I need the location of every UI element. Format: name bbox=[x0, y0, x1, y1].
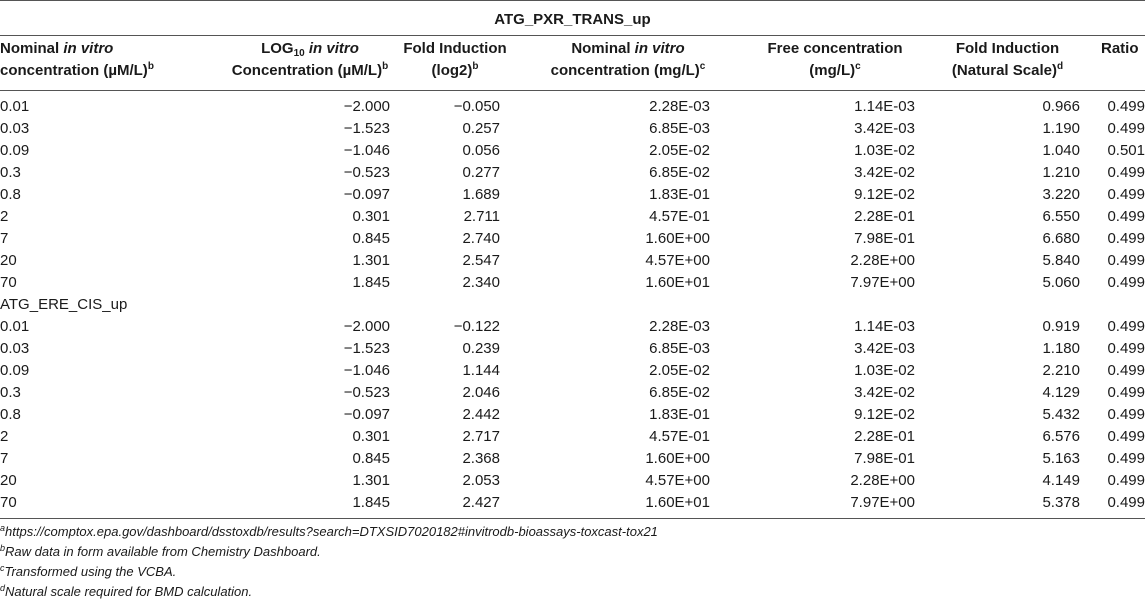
table-cell: 0.499 bbox=[1107, 450, 1145, 467]
header-line: Concentration $(\mu M/L)^b$ bbox=[231, 61, 389, 79]
header-italic: in vitro bbox=[304, 40, 359, 57]
table-cell: −1.046 bbox=[343, 142, 390, 159]
table-cell: 7.98E-01 bbox=[854, 230, 915, 247]
footnote: $^c$Transformed using the VCBA. bbox=[0, 563, 177, 579]
header-footnote-mark: d bbox=[1056, 61, 1064, 72]
table-cell: 0.09 bbox=[0, 142, 30, 159]
header-line: Fold Induction bbox=[955, 40, 1060, 57]
table-cell: 2.442 bbox=[462, 406, 500, 423]
table-row bbox=[0, 382, 1145, 404]
table-cell: 0.919 bbox=[1042, 318, 1080, 335]
table-cell: 0.301 bbox=[352, 428, 390, 445]
table-cell: 2.427 bbox=[462, 494, 500, 511]
table-cell: 1.210 bbox=[1042, 164, 1080, 181]
table-cell: 2 bbox=[0, 428, 9, 445]
table-row bbox=[0, 162, 1145, 184]
header-rule bbox=[0, 90, 1145, 91]
header-footnote-mark: c bbox=[699, 61, 706, 72]
footnote: $^d$Natural scale required for BMD calculation. bbox=[0, 583, 253, 599]
table-cell: 2.05E-02 bbox=[649, 362, 710, 379]
table-row bbox=[0, 228, 1145, 250]
table-cell: 0.03 bbox=[0, 340, 30, 357]
table-cell: 1.301 bbox=[352, 472, 390, 489]
table-cell: 2.28E+00 bbox=[850, 472, 915, 489]
table-cell: 0.257 bbox=[462, 120, 500, 137]
header-footnote-mark: b bbox=[147, 61, 154, 72]
table-cell: 0.01 bbox=[0, 318, 30, 335]
table-cell: 0.499 bbox=[1107, 186, 1145, 203]
section-label: ATG_ERE_CIS_up bbox=[0, 296, 128, 313]
table-cell: −0.523 bbox=[343, 164, 390, 181]
table-cell: 0.501 bbox=[1107, 142, 1145, 159]
table-cell: 4.57E-01 bbox=[649, 428, 710, 445]
column-header bbox=[215, 38, 405, 88]
table-cell: 1.03E-02 bbox=[854, 142, 915, 159]
table-cell: 1.14E-03 bbox=[854, 318, 915, 335]
table-cell: 2.28E-01 bbox=[854, 428, 915, 445]
top-rule bbox=[0, 0, 1145, 1]
footnote: $^a$https://comptox.epa.gov/dashboard/dsstoxdb/results?search=DTXSID7020182#invitrodb-bioassays-toxcast-tox21 bbox=[0, 523, 658, 539]
table-cell: 1.83E-01 bbox=[649, 186, 710, 203]
bottom-rule bbox=[0, 518, 1145, 519]
table-cell: 6.85E-03 bbox=[649, 120, 710, 137]
table-cell: −1.523 bbox=[343, 340, 390, 357]
table-cell: 2.28E+00 bbox=[850, 252, 915, 269]
footnote-mark: b bbox=[0, 543, 6, 553]
table-cell: 7.98E-01 bbox=[854, 450, 915, 467]
table-cell: 2.740 bbox=[462, 230, 500, 247]
table-cell: 0.499 bbox=[1107, 274, 1145, 291]
table-cell: 2 bbox=[0, 208, 9, 225]
table-cell: 4.129 bbox=[1042, 384, 1080, 401]
table-cell: 0.01 bbox=[0, 98, 30, 115]
table-cell: 70 bbox=[0, 494, 17, 511]
table-cell: −1.523 bbox=[343, 120, 390, 137]
table-cell: 1.60E+01 bbox=[645, 494, 710, 511]
table-cell: 7 bbox=[0, 450, 9, 467]
table-cell: 0.8 bbox=[0, 406, 21, 423]
table-cell: 0.499 bbox=[1107, 406, 1145, 423]
table-cell: 0.499 bbox=[1107, 384, 1145, 401]
table-row bbox=[0, 492, 1145, 514]
table-cell: 3.42E-03 bbox=[854, 120, 915, 137]
table-cell: 3.220 bbox=[1042, 186, 1080, 203]
header-footnote-mark: b bbox=[472, 61, 479, 72]
header-line: Nominal in vitro bbox=[0, 40, 114, 57]
table-cell: 2.28E-03 bbox=[649, 318, 710, 335]
title-rule bbox=[0, 35, 1145, 36]
table-cell: 0.8 bbox=[0, 186, 21, 203]
header-footnote-mark: c bbox=[855, 61, 861, 72]
table-cell: 70 bbox=[0, 274, 17, 291]
table-cell: 2.046 bbox=[462, 384, 500, 401]
table-cell: 1.14E-03 bbox=[854, 98, 915, 115]
table-cell: 0.09 bbox=[0, 362, 30, 379]
table-row bbox=[0, 140, 1145, 162]
column-header bbox=[930, 38, 1085, 88]
header-italic: in vitro bbox=[634, 40, 685, 57]
table-cell: 4.149 bbox=[1042, 472, 1080, 489]
table-cell: 2.547 bbox=[462, 252, 500, 269]
footnote-mark: a bbox=[0, 523, 6, 533]
table-cell: 0.03 bbox=[0, 120, 30, 137]
table-row bbox=[0, 404, 1145, 426]
table-cell: 0.3 bbox=[0, 164, 21, 181]
table-cell: 0.499 bbox=[1107, 340, 1145, 357]
table-row bbox=[0, 470, 1145, 492]
table-cell: 0.499 bbox=[1107, 494, 1145, 511]
table-cell: 5.432 bbox=[1042, 406, 1080, 423]
table-cell: −0.523 bbox=[343, 384, 390, 401]
table-cell: 7.97E+00 bbox=[850, 274, 915, 291]
table-cell: 9.12E-02 bbox=[854, 186, 915, 203]
table-cell: 4.57E-01 bbox=[649, 208, 710, 225]
header-line: Free concentration bbox=[767, 40, 903, 57]
table-row bbox=[0, 184, 1145, 206]
table-cell: 6.85E-02 bbox=[649, 164, 710, 181]
table-cell: 1.301 bbox=[352, 252, 390, 269]
table-cell: 0.966 bbox=[1042, 98, 1080, 115]
table-cell: 20 bbox=[0, 252, 17, 269]
table-cell: 0.056 bbox=[462, 142, 500, 159]
table-row bbox=[0, 426, 1145, 448]
table-cell: 4.57E+00 bbox=[645, 472, 710, 489]
table-cell: −1.046 bbox=[343, 362, 390, 379]
table-row bbox=[0, 360, 1145, 382]
table-title: ATG_PXR_TRANS_up bbox=[494, 11, 651, 28]
header-line: $LOG_{10}$ in vitro bbox=[261, 40, 359, 59]
header-footnote-mark: b bbox=[382, 61, 389, 72]
table-cell: 1.03E-02 bbox=[854, 362, 915, 379]
footnote-mark: d bbox=[0, 583, 6, 593]
table-cell: 2.340 bbox=[462, 274, 500, 291]
table-cell: 5.060 bbox=[1042, 274, 1080, 291]
table-cell: 0.499 bbox=[1107, 164, 1145, 181]
table-cell: −0.097 bbox=[343, 186, 390, 203]
table-cell: 0.239 bbox=[462, 340, 500, 357]
table-cell: 2.368 bbox=[462, 450, 500, 467]
table-cell: 0.499 bbox=[1107, 318, 1145, 335]
table-cell: 3.42E-02 bbox=[854, 164, 915, 181]
table-cell: 5.378 bbox=[1042, 494, 1080, 511]
table-cell: 1.190 bbox=[1042, 120, 1080, 137]
table-cell: 0.499 bbox=[1107, 428, 1145, 445]
header-line: Nominal in vitro bbox=[571, 40, 685, 57]
column-header bbox=[740, 38, 930, 88]
table-cell: 7 bbox=[0, 230, 9, 247]
column-header bbox=[400, 38, 510, 88]
table-cell: 2.210 bbox=[1042, 362, 1080, 379]
table-cell: 6.680 bbox=[1042, 230, 1080, 247]
table-cell: 1.60E+00 bbox=[645, 450, 710, 467]
table-cell: 6.85E-02 bbox=[649, 384, 710, 401]
table-cell: 0.3 bbox=[0, 384, 21, 401]
table-cell: 2.053 bbox=[462, 472, 500, 489]
table-cell: 0.499 bbox=[1107, 230, 1145, 247]
table-cell: 1.60E+01 bbox=[645, 274, 710, 291]
table-cell: −2.000 bbox=[343, 98, 390, 115]
table-cell: 4.57E+00 bbox=[645, 252, 710, 269]
table-cell: 0.499 bbox=[1107, 472, 1145, 489]
table-cell: 0.499 bbox=[1107, 362, 1145, 379]
table-row bbox=[0, 338, 1145, 360]
table-cell: 0.845 bbox=[352, 230, 390, 247]
header-line: Fold Induction bbox=[403, 40, 507, 57]
header-line: Ratio bbox=[1101, 40, 1139, 57]
table-row bbox=[0, 96, 1145, 118]
table-cell: −0.097 bbox=[343, 406, 390, 423]
table-cell: −2.000 bbox=[343, 318, 390, 335]
column-header bbox=[1101, 38, 1145, 88]
table-cell: 5.163 bbox=[1042, 450, 1080, 467]
table-cell: 0.277 bbox=[462, 164, 500, 181]
table-row bbox=[0, 206, 1145, 228]
header-subscript: 10 bbox=[293, 48, 305, 59]
table-cell: 1.180 bbox=[1042, 340, 1080, 357]
table-cell: −0.050 bbox=[453, 98, 500, 115]
table-cell: 1.040 bbox=[1042, 142, 1080, 159]
column-header bbox=[0, 38, 200, 88]
table-cell: 2.28E-03 bbox=[649, 98, 710, 115]
header-line: concentration $(mg/L)^c$ bbox=[550, 61, 706, 79]
table-row bbox=[0, 118, 1145, 140]
table-cell: 2.717 bbox=[462, 428, 500, 445]
table-cell: 2.28E-01 bbox=[854, 208, 915, 225]
table-cell: 3.42E-03 bbox=[854, 340, 915, 357]
table-cell: 1.60E+00 bbox=[645, 230, 710, 247]
table-cell: 6.85E-03 bbox=[649, 340, 710, 357]
header-line: $(mg/L)^c$ bbox=[809, 61, 861, 79]
table-cell: 6.576 bbox=[1042, 428, 1080, 445]
table-cell: 0.499 bbox=[1107, 252, 1145, 269]
table-cell: 1.144 bbox=[462, 362, 500, 379]
header-italic: in vitro bbox=[63, 40, 114, 57]
footnote-mark: c bbox=[0, 563, 5, 573]
footnote: $^b$Raw data in form available from Chemistry Dashboard. bbox=[0, 543, 321, 559]
table-cell: 7.97E+00 bbox=[850, 494, 915, 511]
header-line: $(\log 2)^b$ bbox=[431, 61, 479, 79]
table-cell: 6.550 bbox=[1042, 208, 1080, 225]
table-cell: 0.845 bbox=[352, 450, 390, 467]
table-row bbox=[0, 250, 1145, 272]
table-cell: 1.845 bbox=[352, 494, 390, 511]
table-row bbox=[0, 448, 1145, 470]
table-cell: 20 bbox=[0, 472, 17, 489]
table-row bbox=[0, 316, 1145, 338]
table-cell: 9.12E-02 bbox=[854, 406, 915, 423]
table-cell: 5.840 bbox=[1042, 252, 1080, 269]
table-cell: 1.689 bbox=[462, 186, 500, 203]
table-cell: 1.845 bbox=[352, 274, 390, 291]
header-line: (Natural Scale)$^d$ bbox=[951, 61, 1064, 79]
table-cell: 0.301 bbox=[352, 208, 390, 225]
table-cell: 3.42E-02 bbox=[854, 384, 915, 401]
table-cell: 1.83E-01 bbox=[649, 406, 710, 423]
table-row bbox=[0, 272, 1145, 294]
table-cell: 0.499 bbox=[1107, 208, 1145, 225]
table-cell: 2.711 bbox=[463, 208, 500, 225]
table-cell: 0.499 bbox=[1107, 120, 1145, 137]
table-cell: 0.499 bbox=[1107, 98, 1145, 115]
column-header bbox=[528, 38, 728, 88]
table-cell: −0.122 bbox=[453, 318, 500, 335]
header-line: concentration $(\mu M/L)^b$ bbox=[0, 61, 154, 79]
table-cell: 2.05E-02 bbox=[649, 142, 710, 159]
